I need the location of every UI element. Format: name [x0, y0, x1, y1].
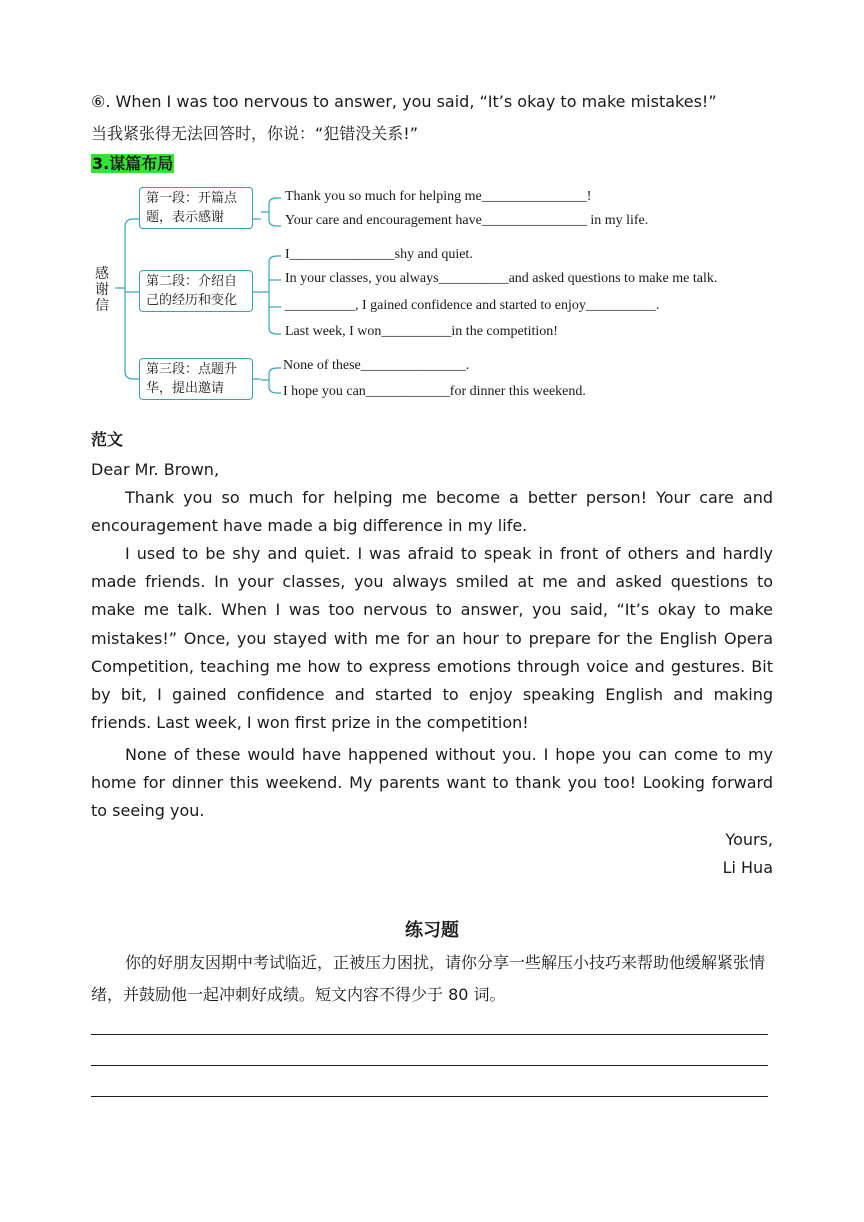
leaf-item: I_______________shy and quiet. — [285, 247, 473, 262]
node-paragraph-3: 第三段：点题升 华，提出邀请 — [139, 358, 253, 400]
example-sentence-chinese: 当我紧张得无法回答时，你说：“犯错没关系!” — [91, 124, 418, 143]
essay-closing: Yours, — [725, 830, 773, 849]
node-paragraph-2: 第二段：介绍自 己的经历和变化 — [139, 270, 253, 312]
leaf-item: None of these_______________. — [283, 358, 470, 373]
example-sentence-english: ⑥. When I was too nervous to answer, you said, “It’s okay to make mistakes!” — [91, 92, 717, 111]
leaf-item: In your classes, you always__________and asked questions to make me talk. — [285, 271, 718, 286]
leaf-item: Your care and encouragement have_______________ in my life. — [285, 213, 649, 228]
node-paragraph-1: 第一段：开篇点 题，表示感谢 — [139, 187, 253, 229]
answer-line[interactable] — [91, 1065, 768, 1066]
answer-line[interactable] — [91, 1096, 768, 1097]
answer-line[interactable] — [91, 1034, 768, 1035]
exercise-title: 练习题 — [405, 920, 459, 941]
exercise-prompt: 你的好朋友因期中考试临近，正被压力困扰，请你分享一些解压小技巧来帮助他缓解紧张情绪，并鼓励他一起冲刺好成绩。短文内容不得少于 80 词。 — [91, 953, 766, 1004]
outline-diagram — [91, 184, 741, 409]
diagram-root-letter: 感 谢 信 — [95, 266, 109, 314]
essay-signature: Li Hua — [722, 858, 773, 877]
leaf-item: __________, I gained confidence and started to enjoy__________. — [285, 298, 660, 313]
model-essay-title: 范文 — [91, 430, 124, 449]
leaf-item: Last week, I won__________in the competition! — [285, 324, 558, 339]
leaf-item: I hope you can____________for dinner this weekend. — [283, 384, 586, 399]
essay-paragraph-2: I used to be shy and quiet. I was afraid to speak in front of others and hardly made friends. In your classes, you always smiled at me and asked questions to make me talk. When I was too nervous to answer, you said, “It’s okay to make mistakes!” Once, you stayed with me for an hour to prepare for the English Opera Competition, teaching me how to express emotions through voice and gestures. Bit by bit, I gained confidence and started to enjoy speaking English and making friends. Last week, I won first prize in the competition! — [91, 544, 773, 733]
essay-greeting: Dear Mr. Brown, — [91, 460, 220, 479]
essay-paragraph-3: None of these would have happened without you. I hope you can come to my home for dinner this weekend. My parents want to thank you too! Looking forward to seeing you. — [91, 745, 773, 821]
leaf-item: Thank you so much for helping me_______________! — [285, 189, 592, 204]
section-heading — [91, 153, 174, 175]
essay-paragraph-1: Thank you so much for helping me become a better person! Your care and encouragement have made a big difference in my life. — [91, 488, 773, 536]
section-3-title: 3.谋篇布局 — [92, 154, 174, 173]
